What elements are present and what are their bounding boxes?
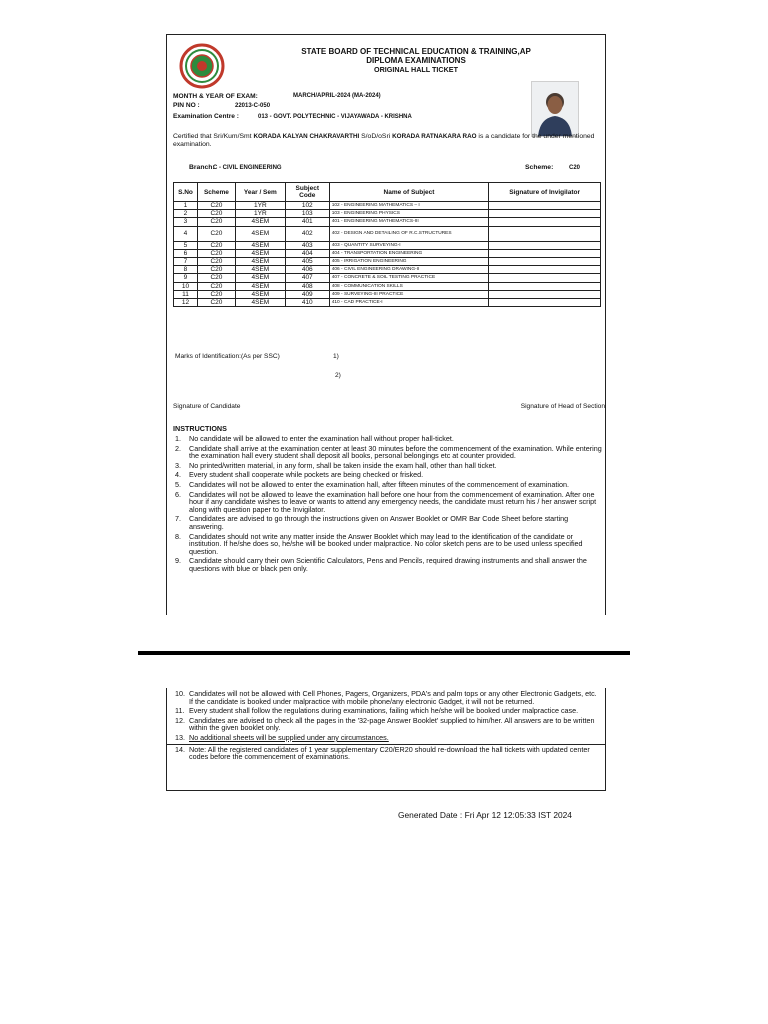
marks-item-2: 2) [335, 372, 341, 379]
cell-code: 407 [285, 274, 329, 282]
list-item: 11. Every student shall follow the regulations during examinations, failing which he/she will be booked under malpractice case. [175, 706, 579, 716]
col-sno: S.No [174, 183, 198, 202]
generated-date: Generated Date : Fri Apr 12 12:05:33 IST 2024 [398, 810, 572, 820]
cell-signature [489, 282, 601, 290]
cell-year-sem: 1YR [235, 210, 285, 218]
list-item: 9. Candidate should carry their own Scientific Calculators, Pens and Pencils, required drawing instruments and shall answer the questions with blue or black pen only. [175, 556, 587, 573]
cell-code: 409 [285, 290, 329, 298]
instructions-list-continued [167, 688, 605, 761]
table-row [174, 266, 601, 274]
list-item: 1. No candidate will be allowed to enter the examination hall without proper hall-ticket. [175, 434, 454, 443]
exam-month-label: MONTH & YEAR OF EXAM: [173, 93, 258, 100]
col-subject-code: Subject Code [285, 183, 329, 202]
instructions-list [173, 435, 603, 575]
cell-sno: 11 [174, 290, 198, 298]
cell-scheme: C20 [197, 298, 235, 306]
cell-year-sem: 4SEM [235, 257, 285, 265]
cell-code: 410 [285, 298, 329, 306]
list-item: 3. No printed/written material, in any form, shall be taken inside the exam hall, other than hall ticket. [175, 460, 497, 470]
cell-sno: 4 [174, 226, 198, 241]
instruction-text: Candidate should carry their own Scientific Calculators, Pens and Pencils, required drawing instruments and shall answer the questions with blue or black pen only. [189, 556, 587, 573]
cert-mid: S/oD/oSri [359, 133, 393, 140]
list-item: 10. Candidates will not be allowed with Cell Phones, Pagers, Organizers, PDA's and palm tops or any other Electronic Gadgets, etc. If the candidate is booked under malpractice with mobile phone/any electronic Gadget, it will not be returned. [175, 689, 597, 706]
marks-label: Marks of Identification:(As per SSC) [175, 353, 280, 360]
cell-signature [489, 266, 601, 274]
list-item: 5. Candidates will not be allowed to enter the examination hall, after fifteen minutes of the commencement of examination. [175, 479, 569, 489]
list-item: 7. Candidates are advised to go through the instructions given on Answer Booklet or OMR Bar Code Sheet before starting answering. [175, 514, 569, 531]
list-item: 8. Candidates should not write any matter inside the Answer Booklet which may lead to the identification of the candidate or institution. If he/she does so, he/she will be booked under malpractice. No color sketch pens are to be used unless specified question. [175, 531, 583, 556]
cell-subject: 401 - ENGINEERING MATHEMATICS-III [329, 218, 489, 226]
col-year-sem: Year / Sem [235, 183, 285, 202]
cell-sno: 10 [174, 282, 198, 290]
subjects-table [173, 182, 601, 307]
cell-subject: 406 - CIVIL ENGINEERING DRAWING-II [329, 266, 489, 274]
cell-subject: 402 - DESIGN AND DETAILING OF R.C.STRUCTURES [329, 226, 489, 241]
cell-subject: 405 - IRRIGATION ENGINEERING [329, 257, 489, 265]
cell-scheme: C20 [197, 266, 235, 274]
pin-label: PIN NO : [173, 102, 200, 109]
table-row [174, 298, 601, 306]
cell-subject: 404 - TRANSPORTATION ENGINEERING [329, 249, 489, 257]
table-row [174, 210, 601, 218]
cell-scheme: C20 [197, 202, 235, 210]
instruction-text: Note: All the registered candidates of 1 year supplementary C20/ER20 should re-download the hall tickets with updated center codes before the commencement of examinations. [189, 744, 590, 762]
centre-value: 013 - GOVT. POLYTECHNIC - VIJAYAWADA - KRISHNA [258, 114, 412, 120]
cell-signature [489, 290, 601, 298]
cell-signature [489, 257, 601, 265]
certificate-text [173, 133, 601, 149]
cert-pre: Certified that Sri/Kum/Smt [173, 133, 254, 140]
cell-scheme: C20 [197, 290, 235, 298]
instruction-text: Candidates should not write any matter inside the Answer Booklet which may lead to the identification of the candidate or institution. If he/she does so, he/she will be booked under malpractice. No color sketch pens are to be used unless specified question. [189, 531, 583, 556]
page-divider [138, 651, 630, 655]
instruction-text: Candidates will not be allowed to enter the examination hall, after fifteen minutes of the commencement of examination. [189, 479, 569, 489]
cell-code: 405 [285, 257, 329, 265]
table-row [174, 274, 601, 282]
cell-scheme: C20 [197, 282, 235, 290]
cell-year-sem: 4SEM [235, 274, 285, 282]
cell-year-sem: 4SEM [235, 226, 285, 241]
cell-sno: 12 [174, 298, 198, 306]
head-signature-label: Signature of Head of Section [520, 403, 605, 410]
cell-scheme: C20 [197, 249, 235, 257]
person-photo-icon [532, 82, 578, 136]
hall-ticket-page-1 [166, 34, 606, 615]
cert-post: is a candidate for the under mentioned examination. [173, 133, 595, 148]
cell-subject: 407 - CONCRETE & SOIL TESTING PRACTICE [329, 274, 489, 282]
cell-code: 401 [285, 218, 329, 226]
list-item: 13. No additional sheets will be supplied under any circumstances. [175, 732, 389, 742]
exam-month-value: MARCH/APRIL-2024 (MA-2024) [293, 93, 381, 99]
cell-code: 408 [285, 282, 329, 290]
cell-year-sem: 4SEM [235, 241, 285, 249]
candidate-signature-label: Signature of Candidate [173, 403, 241, 410]
parent-name: KORADA RATNAKARA RAO [392, 133, 477, 140]
cell-subject: 408 - COMMUNICATION SKILLS [329, 282, 489, 290]
cell-signature [489, 249, 601, 257]
cell-year-sem: 4SEM [235, 266, 285, 274]
cell-subject: 409 - SURVEYING-III PRACTICE [329, 290, 489, 298]
pin-value: 22013-C-050 [235, 103, 271, 109]
instruction-text: Candidates will not be allowed with Cell Phones, Pagers, Organizers, PDA's and palm tops or any other Electronic Gadgets, etc. If the candidate is booked under malpractice with mobile phone/any electronic Gadget, it will not be returned. [189, 689, 597, 706]
table-row [174, 249, 601, 257]
cell-signature [489, 274, 601, 282]
cell-subject: 410 - CAD PRACTICE-I [329, 298, 489, 306]
ticket-title: ORIGINAL HALL TICKET [374, 65, 458, 74]
cell-code: 402 [285, 226, 329, 241]
instruction-text: No additional sheets will be supplied under any circumstances. [189, 732, 389, 742]
cell-code: 404 [285, 249, 329, 257]
cell-scheme: C20 [197, 274, 235, 282]
table-row [174, 257, 601, 265]
cell-sno: 8 [174, 266, 198, 274]
scheme-value: C20 [569, 165, 581, 171]
cell-year-sem: 1YR [235, 202, 285, 210]
cell-scheme: C20 [197, 257, 235, 265]
cell-year-sem: 4SEM [235, 282, 285, 290]
exam-title: DIPLOMA EXAMINATIONS [366, 56, 466, 65]
cell-scheme: C20 [197, 241, 235, 249]
hall-ticket-page-2 [166, 688, 606, 791]
col-invigilator-signature: Signature of Invigilator [489, 183, 601, 202]
instruction-text: Candidates are advised to check all the pages in the '32-page Answer Booklet' supplied to him/her. All answers are to be written within the given booklet only. [189, 715, 595, 733]
cell-year-sem: 4SEM [235, 249, 285, 257]
cell-year-sem: 4SEM [235, 298, 285, 306]
cell-sno: 3 [174, 218, 198, 226]
table-row [174, 241, 601, 249]
list-item: 12. Candidates are advised to check all the pages in the '32-page Answer Booklet' supplied to him/her. All answers are to be written within the given booklet only. [175, 715, 595, 733]
cell-subject: 102 - ENGINEERING MATHEMATICS – I [329, 202, 489, 210]
table-row [174, 202, 601, 210]
candidate-photo [531, 81, 579, 137]
list-item: 4. Every student shall cooperate while pockets are being checked or frisked. [175, 470, 424, 480]
table-row [174, 226, 601, 241]
instructions-title: INSTRUCTIONS [173, 424, 227, 433]
instruction-text: Candidates will not be allowed to leave the examination hall before one hour from the commencement of examination. After one hour if any candidate wishes to leave or wants to attend any emergency needs, the candidate must return his / her answer script along with question paper to the Invigilator. [189, 489, 597, 514]
board-title: STATE BOARD OF TECHNICAL EDUCATION & TRAINING,AP [301, 47, 531, 56]
cell-year-sem: 4SEM [235, 218, 285, 226]
cell-code: 403 [285, 241, 329, 249]
col-subject-name: Name of Subject [329, 183, 489, 202]
cell-signature [489, 218, 601, 226]
candidate-name: KORADA KALYAN CHAKRAVARTHI [253, 133, 360, 140]
cell-scheme: C20 [197, 218, 235, 226]
branch-label: Branch: [189, 164, 215, 171]
cell-signature [489, 298, 601, 306]
list-item: 6. Candidates will not be allowed to leave the examination hall before one hour from the commencement of examination. After one hour if any candidate wishes to leave or wants to attend any emergency needs, the candidate must return his / her answer script along with question paper to the Invigilator. [175, 489, 597, 514]
instruction-text: Candidates are advised to go through the instructions given on Answer Booklet or OMR Bar Code Sheet before starting answering. [189, 514, 569, 531]
instruction-text: No printed/written material, in any form, shall be taken inside the exam hall, other than hall ticket. [189, 460, 497, 470]
table-row [174, 290, 601, 298]
cell-signature [489, 241, 601, 249]
cell-signature [489, 202, 601, 210]
marks-item-1: 1) [333, 353, 339, 360]
list-item: 2. Candidate shall arrive at the examination center at least 30 minutes before the commencement of the examination. While entering the examination hall every student shall deposit all books, personal belongings etc at counter provided. [175, 443, 602, 461]
cell-signature [489, 226, 601, 241]
cell-code: 102 [285, 202, 329, 210]
cell-scheme: C20 [197, 210, 235, 218]
table-row [174, 282, 601, 290]
instruction-text: No candidate will be allowed to enter the examination hall without proper hall-ticket. [189, 434, 454, 443]
cell-sno: 9 [174, 274, 198, 282]
table-header-row [174, 183, 601, 202]
centre-label: Examination Centre : [173, 113, 239, 120]
cell-sno: 5 [174, 241, 198, 249]
instruction-text: Every student shall follow the regulations during examinations, failing which he/she will be booked under malpractice case. [189, 706, 579, 716]
list-item: 14. Note: All the registered candidates of 1 year supplementary C20/ER20 should re-download the hall tickets with updated center codes before the commencement of examinations. [167, 744, 605, 761]
scheme-label: Scheme: [525, 164, 554, 171]
sbtet-logo-icon [179, 43, 225, 89]
branch-value: C - CIVIL ENGINEERING [213, 165, 282, 171]
cell-scheme: C20 [197, 226, 235, 241]
col-scheme: Scheme [197, 183, 235, 202]
cell-sno: 2 [174, 210, 198, 218]
cell-sno: 1 [174, 202, 198, 210]
cell-subject: 403 - QUANTITY SURVEYING-I [329, 241, 489, 249]
table-row [174, 218, 601, 226]
cell-subject: 103 - ENGINEERING PHYSICS [329, 210, 489, 218]
cell-code: 103 [285, 210, 329, 218]
cell-sno: 7 [174, 257, 198, 265]
instruction-text: Every student shall cooperate while pockets are being checked or frisked. [189, 470, 424, 480]
cell-signature [489, 210, 601, 218]
cell-sno: 6 [174, 249, 198, 257]
cell-year-sem: 4SEM [235, 290, 285, 298]
cell-code: 406 [285, 266, 329, 274]
instruction-text: Candidate shall arrive at the examination center at least 30 minutes before the commencement of the examination. While entering the examination hall every student shall deposit all books, personal belongings etc at counter provided. [189, 443, 602, 461]
